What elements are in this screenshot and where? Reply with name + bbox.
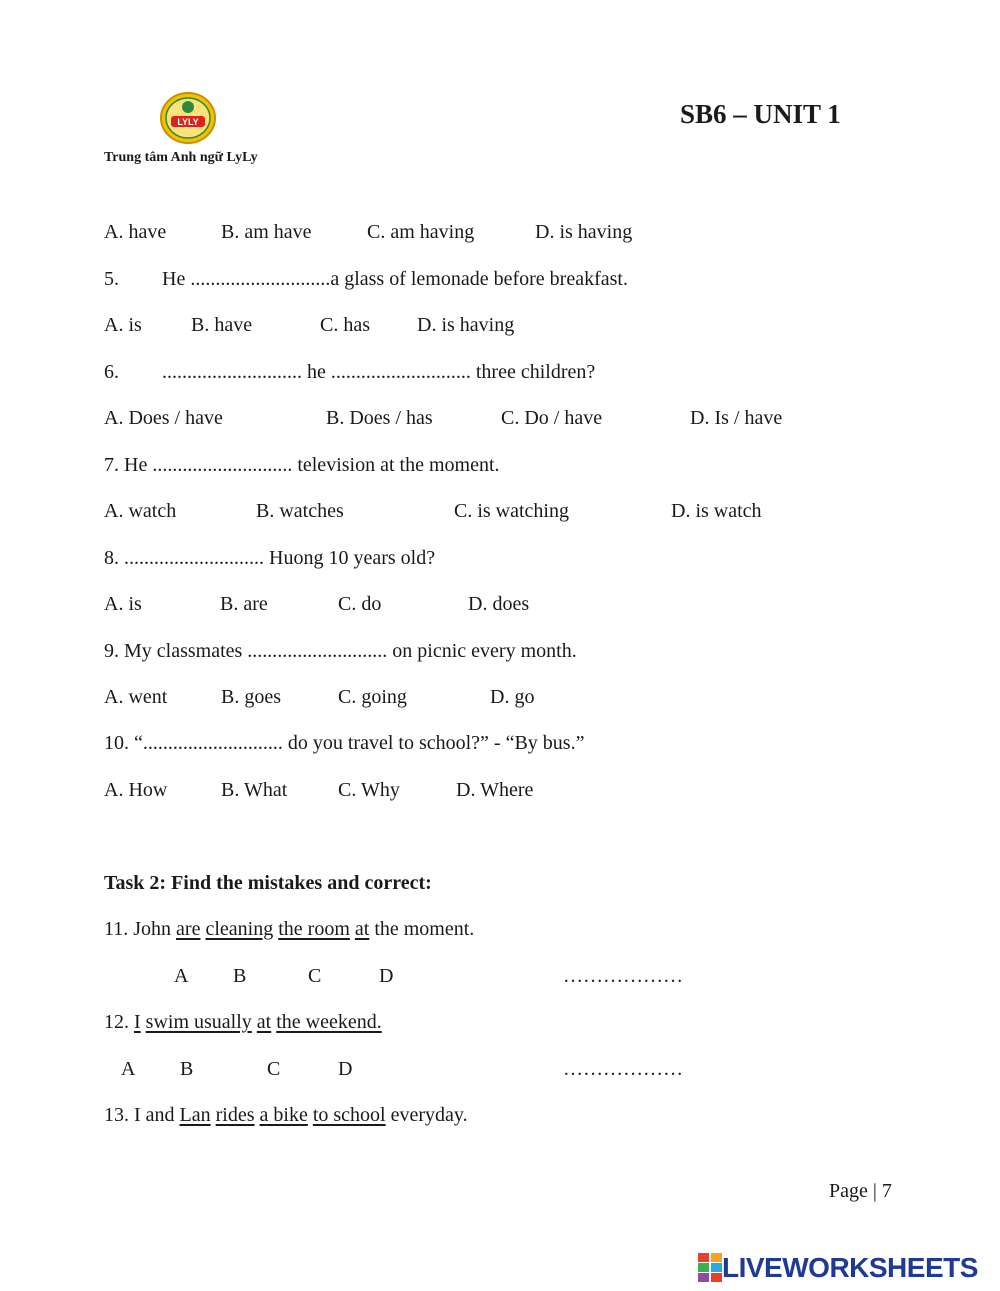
q8-option-a: A. is [104,593,142,615]
q5-option-b: B. have [191,314,253,336]
liveworksheets-text: LIVEWORKSHEETS [722,1252,978,1283]
q13-underlined-b: rides [215,1104,255,1126]
q12-answer-blank[interactable]: ……………… [563,1058,683,1080]
q6-text: ............................ he ............................ three children? [162,361,596,383]
q13-underlined-c: a bike [259,1104,308,1126]
q8-option-d: D. does [468,593,530,615]
question-10: 10. “............................ do you travel to school?” - “By bus.” [104,732,585,754]
page-title: SB6 – UNIT 1 [680,99,841,129]
q5-option-c: C. has [320,314,370,336]
q4-option-a: A. have [104,221,167,243]
q12-letter-a: A [121,1058,136,1080]
q7-option-b: B. watches [256,500,344,522]
q12-underlined-a: I [134,1011,141,1033]
q6-number: 6. [104,361,119,383]
liveworksheets-brand[interactable] [698,1252,978,1284]
q10-option-d: D. Where [456,779,534,801]
q5-option-a: A. is [104,314,142,336]
q5-option-d: D. is having [417,314,515,336]
q11-letter-d: D [379,965,394,987]
q12-letter-b: B [180,1058,194,1080]
q7-option-d: D. is watch [671,500,762,522]
q10-option-c: C. Why [338,779,400,801]
q11-underlined-b: cleaning [205,918,274,940]
question-13: 13. I and Lan rides a bike to school everyday. [104,1104,468,1126]
q6-option-c: C. Do / have [501,407,603,429]
q13-underlined-d: to school [312,1104,386,1126]
q10-option-a: A. How [104,779,168,801]
q11-letter-b: B [233,965,247,987]
q5-text: He ............................a glass of lemonade before breakfast. [162,268,628,290]
page-number: Page | 7 [829,1180,892,1202]
q12-letter-c: C [267,1058,281,1080]
q11-letter-c: C [308,965,322,987]
center-name: Trung tâm Anh ngữ LyLy [104,150,258,165]
q6-option-a: A. Does / have [104,407,223,429]
center-logo [158,90,218,146]
q10-option-b: B. What [221,779,288,801]
q9-option-d: D. go [490,686,535,708]
question-12: 12. I swim usually at the weekend. [104,1011,382,1033]
task2-heading: Task 2: Find the mistakes and correct: [104,872,432,894]
q12-underlined-d: the weekend. [276,1011,382,1033]
q9-option-b: B. goes [221,686,281,708]
q12-underlined-b: swim usually [145,1011,252,1033]
logo-text: LYLY [177,117,199,127]
q9-option-a: A. went [104,686,168,708]
q7-option-a: A. watch [104,500,177,522]
question-7: 7. He ............................ television at the moment. [104,454,500,476]
q11-underlined-d: at [354,918,370,940]
q4-option-c: C. am having [367,221,475,243]
q4-option-b: B. am have [221,221,312,243]
q12-underlined-c: at [256,1011,272,1033]
q5-number: 5. [104,268,119,290]
q12-letter-d: D [338,1058,353,1080]
q9-option-c: C. going [338,686,407,708]
q6-option-b: B. Does / has [326,407,433,429]
question-9: 9. My classmates ............................ on picnic every month. [104,640,577,662]
q7-option-c: C. is watching [454,500,569,522]
q11-underlined-c: the room [278,918,350,940]
q11-letter-a: A [174,965,189,987]
q4-option-d: D. is having [535,221,633,243]
q8-option-c: C. do [338,593,382,615]
q6-option-d: D. Is / have [690,407,783,429]
q11-underlined-a: are [176,918,201,940]
liveworksheets-logo-icon [698,1253,722,1283]
q13-underlined-a: Lan [179,1104,211,1126]
q8-option-b: B. are [220,593,268,615]
q11-answer-blank[interactable]: ……………… [563,965,683,987]
question-8: 8. ............................ Huong 10 years old? [104,547,436,569]
question-11: 11. John are cleaning the room at the moment. [104,918,475,940]
